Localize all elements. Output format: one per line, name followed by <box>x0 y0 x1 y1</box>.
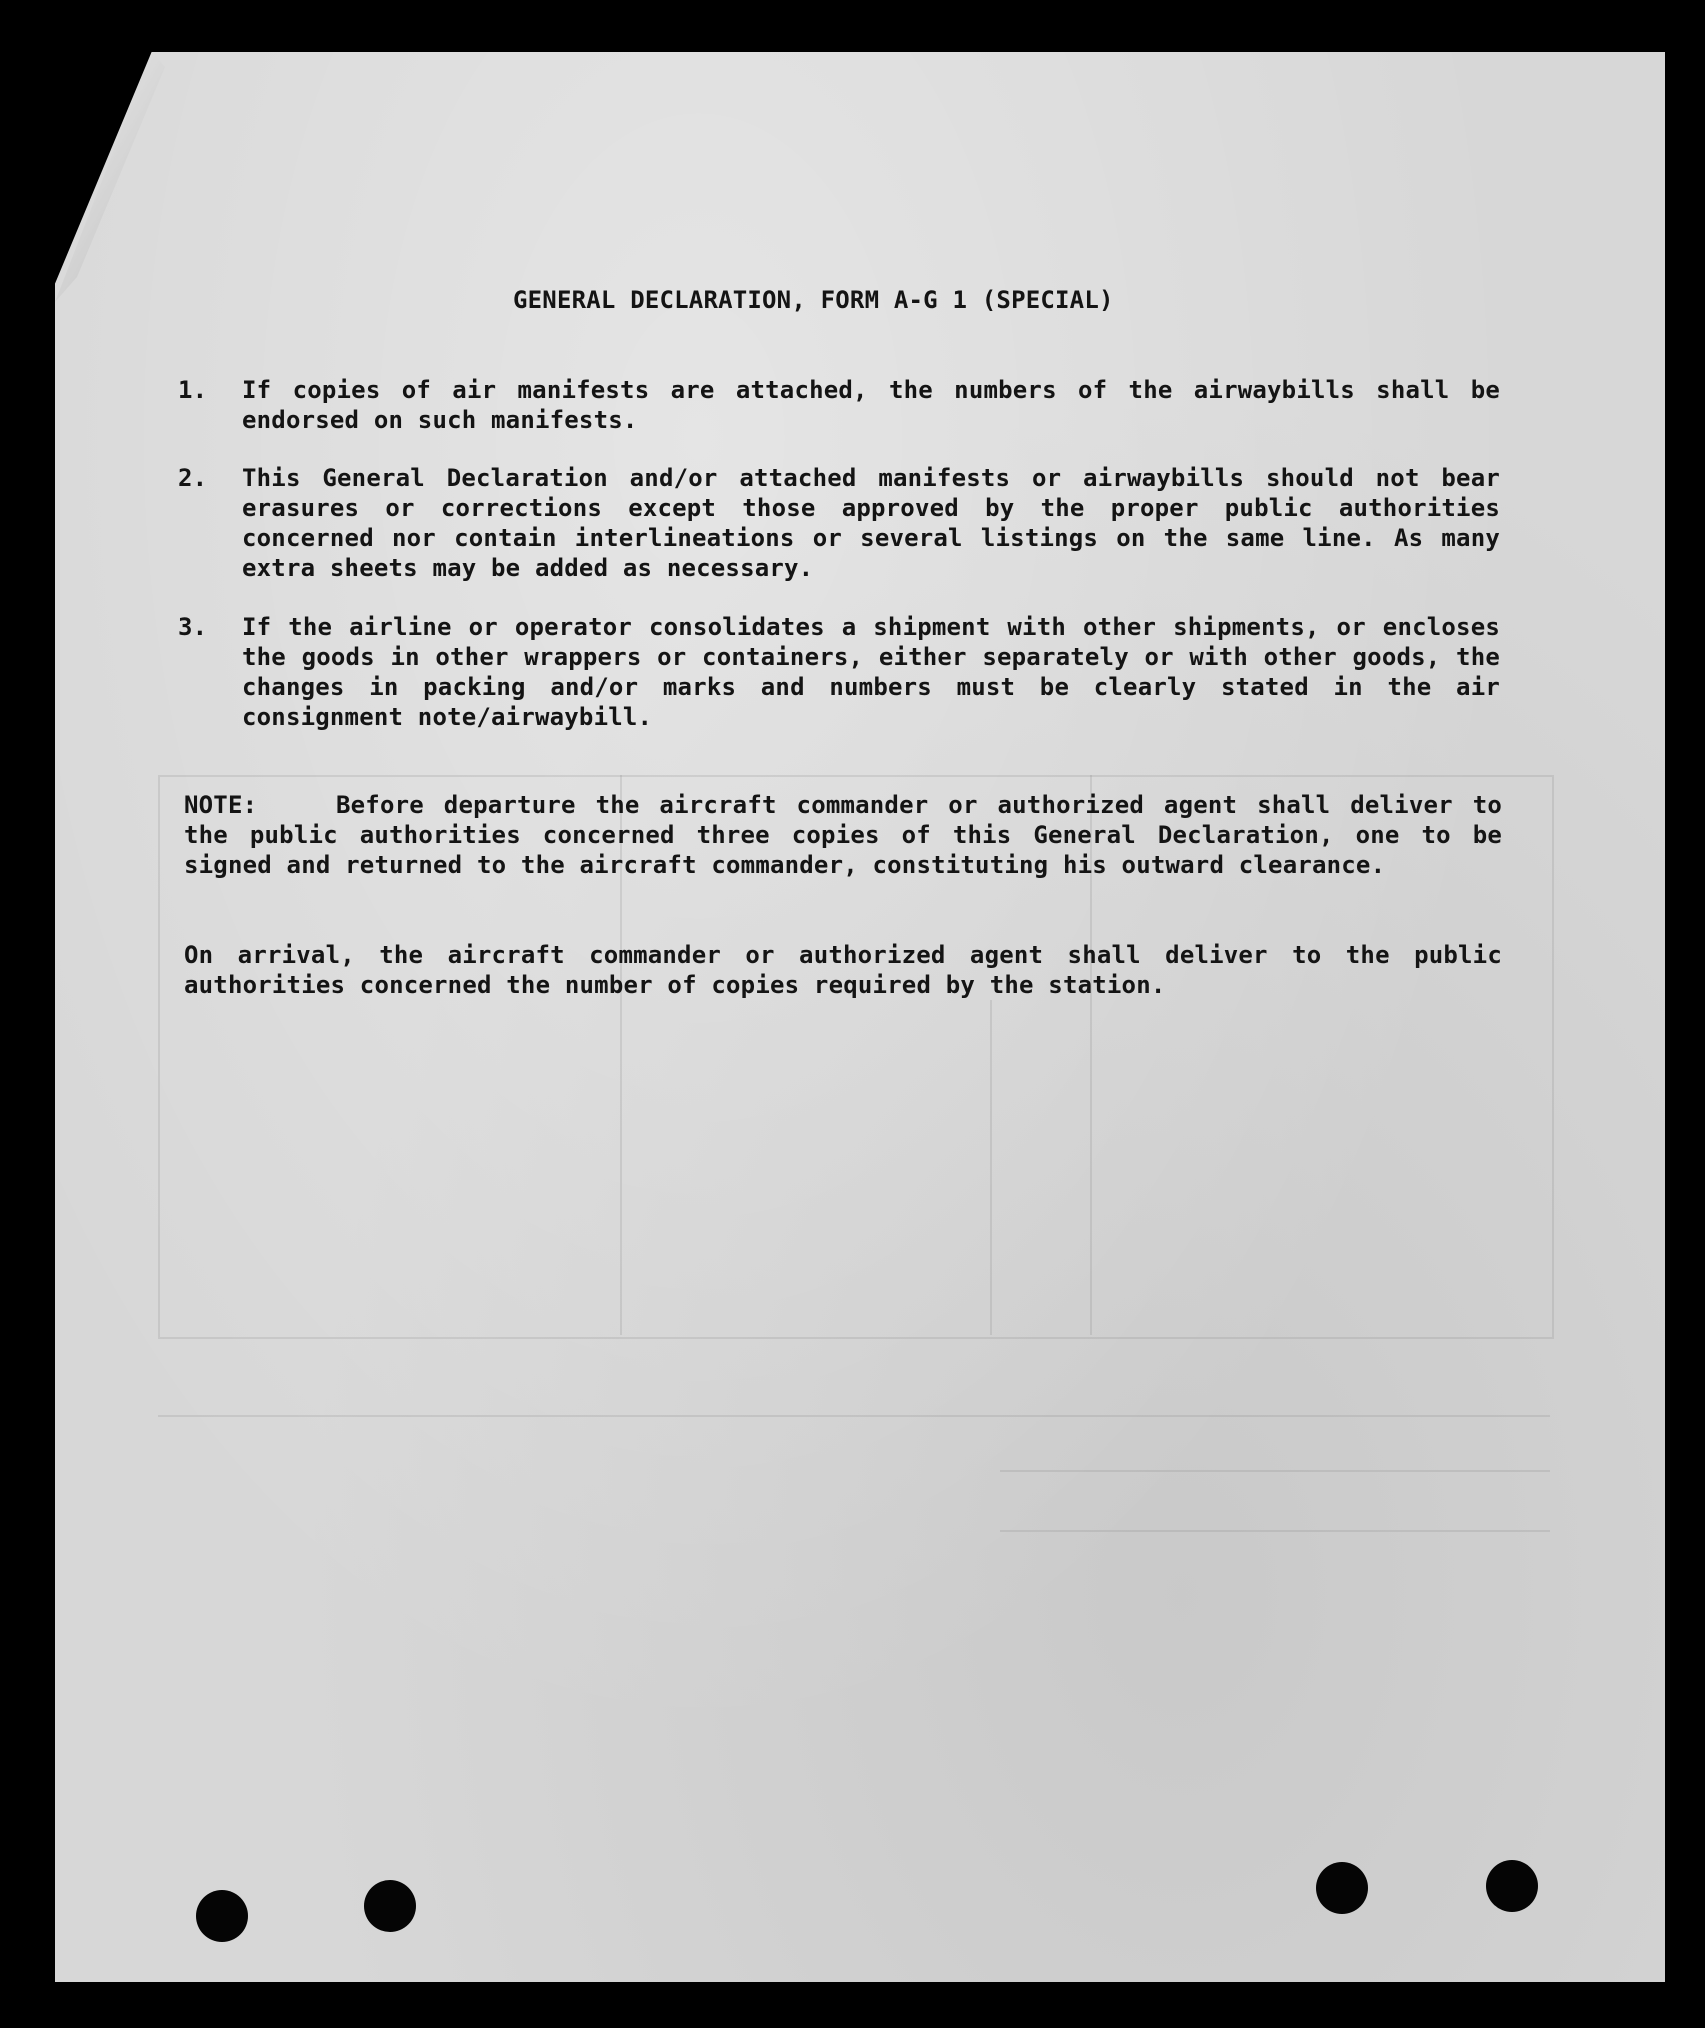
punch-hole <box>364 1880 416 1932</box>
ghost-form-rule <box>158 1415 1550 1417</box>
ghost-form-rule <box>1000 1470 1550 1472</box>
item-text: If the airline or operator consolidates a shipment with other shipments, or encloses the goods in other wrappers or containers, either separately or with other goods, the changes in packing and/or marks and numbers must be clearly stated in the air consignment note/airwaybill. <box>242 613 1500 731</box>
punch-hole <box>1486 1860 1538 1912</box>
note-label: NOTE: <box>184 791 258 819</box>
instruction-item <box>178 463 1500 583</box>
punch-hole <box>196 1890 248 1942</box>
instruction-item <box>178 375 1500 435</box>
ghost-form-rule <box>1000 1530 1550 1532</box>
arrival-paragraph: On arrival, the aircraft commander or authorized agent shall deliver to the public authorities concerned the number of copies required by the station. <box>184 941 1502 999</box>
item-number: 2. <box>178 464 208 492</box>
item-text: This General Declaration and/or attached manifests or airwaybills should not bear erasures or corrections except those approved by the proper public authorities concerned nor contain interlineations or several listings on the same line. As many extra sheets may be added as necessary. <box>242 464 1500 582</box>
instruction-item <box>178 612 1500 732</box>
document-title: GENERAL DECLARATION, FORM A-G 1 (SPECIAL) <box>513 286 1114 314</box>
item-text: If copies of air manifests are attached, the numbers of the airwaybills shall be endorsed on such manifests. <box>242 376 1500 434</box>
ghost-form-divider <box>990 1000 992 1335</box>
item-number: 3. <box>178 613 208 641</box>
punch-hole <box>1316 1862 1368 1914</box>
note-paragraph <box>184 790 1502 880</box>
item-number: 1. <box>178 376 208 404</box>
note-text: Before departure the aircraft commander or authorized agent shall deliver to the public authorities concerned three copies of this General Declaration, one to be signed and returned to the aircraft commander, constituting his outward clearance. <box>184 791 1502 879</box>
